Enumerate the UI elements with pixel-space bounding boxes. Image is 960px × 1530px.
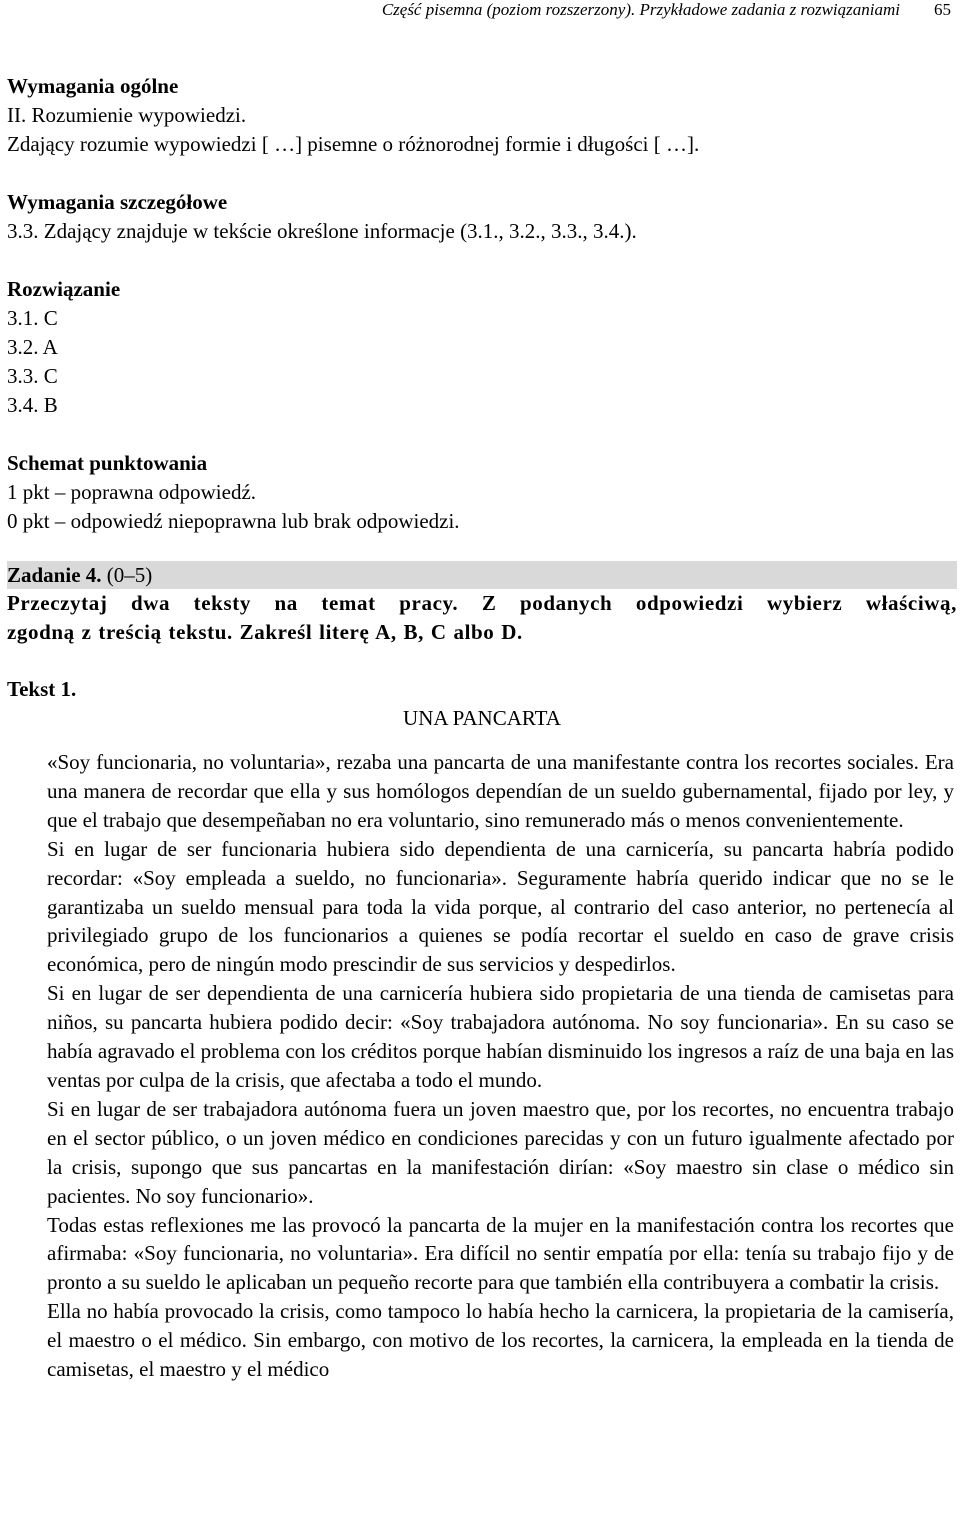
text-title: UNA PANCARTA	[403, 706, 561, 730]
instruction-line: zgodną z treścią tekstu. Zakreśl literę A, B, C albo D.	[7, 620, 523, 644]
article-paragraph: Si en lugar de ser funcionaria hubiera sido dependienta de una carnicería, su pancarta habría podido recordar: «Soy empleada a sueldo, no funcionaria». Seguramente habría querido indicar que no se le garantizaba un sueldo mensual para toda la vida porque, al contrario del caso anterior, no pertenecía al privilegiado grupo de los funcionarios a quienes se podía recortar el sueldo en caso de grave crisis económica, pero de ningún modo prescindir de sus servicios y despedirlos.	[47, 836, 954, 977]
requirements-detailed	[7, 188, 957, 246]
page-content	[7, 72, 957, 733]
section-heading: Wymagania szczegółowe	[7, 190, 228, 214]
task-instruction	[7, 589, 957, 647]
scoring-section	[7, 449, 957, 536]
answer-item: 3.3. C	[7, 364, 58, 388]
requirement-line: II. Rozumienie wypowiedzi.	[7, 103, 247, 127]
answer-item: 3.4. B	[7, 393, 58, 417]
article-paragraph: Si en lugar de ser trabajadora autónoma fuera un joven maestro que, por los recortes, no encuentra trabajo en el sector público, o un joven médico en condiciones parecidas y con un futuro igualmente afectado por la crisis, supongo que sus pancartas en la manifestación dirían: «Soy maestro sin clase o médico sin pacientes. No soy funcionario».	[47, 1096, 954, 1208]
answer-item: 3.2. A	[7, 335, 58, 359]
task-points: (0–5)	[106, 563, 153, 587]
task-title: Zadanie 4.	[7, 563, 102, 587]
solution-section	[7, 275, 957, 420]
requirement-line: 3.3. Zdający znajduje w tekście określone informacje (3.1., 3.2., 3.3., 3.4.).	[7, 219, 637, 243]
scoring-line: 0 pkt – odpowiedź niepoprawna lub brak odpowiedzi.	[7, 509, 460, 533]
section-heading: Wymagania ogólne	[7, 74, 179, 98]
text-label: Tekst 1.	[7, 677, 77, 701]
section-heading: Rozwiązanie	[7, 277, 121, 301]
requirements-general	[7, 72, 957, 159]
article-body	[47, 748, 954, 1384]
article-paragraph: Ella no había provocado la crisis, como tampoco lo había hecho la carnicera, la propietaria de la camisería, el maestro o el médico. Sin embargo, con motivo de los recortes, la carnicera, la empleada en la tienda de camisetas, el maestro y el médico	[47, 1299, 954, 1382]
running-title: Część pisemna (poziom rozszerzony). Przykładowe zadania z rozwiązaniami	[381, 0, 900, 19]
article-paragraph: «Soy funcionaria, no voluntaria», rezaba una pancarta de una manifestante contra los recortes sociales. Era una manera de recordar que ella y sus homólogos dependían de un sueldo gubernamental, fijado por ley, y que el trabajo que desempeñaban no era voluntario, sino remunerado más o menos convenientemente.	[47, 750, 954, 832]
page-header	[0, 0, 960, 30]
requirement-line: Zdający rozumie wypowiedzi [ …] pisemne o różnorodnej formie i długości [ …].	[7, 132, 700, 156]
section-heading: Schemat punktowania	[7, 451, 208, 475]
article-paragraph: Si en lugar de ser dependienta de una carnicería hubiera sido propietaria de una tienda de camisetas para niños, su pancarta hubiera podido decir: «Soy trabajadora autónoma. No soy funcionaria». En su caso se había agravado el problema con los créditos porque habían disminuido los ingresos a raíz de una baja en las ventas por culpa de la crisis, que afectaba a todo el mundo.	[47, 981, 954, 1092]
page-number: 65	[934, 0, 951, 19]
scoring-line: 1 pkt – poprawna odpowiedź.	[7, 480, 257, 504]
task-heading-bar	[7, 561, 957, 589]
article-paragraph: Todas estas reflexiones me las provocó la pancarta de la mujer en la manifestación contra los recortes que afirmaba: «Soy funcionaria, no voluntaria». Era difícil no sentir empatía por ella: tenía su trabajo fijo y de pronto a su sueldo le aplicaban un pequeño recorte para que también ella contribuyera a combatir la crisis.	[47, 1212, 954, 1295]
answer-item: 3.1. C	[7, 306, 58, 330]
instruction-line: Przeczytaj dwa teksty na temat pracy. Z podanych odpowiedzi wybierz właściwą,	[7, 591, 957, 615]
